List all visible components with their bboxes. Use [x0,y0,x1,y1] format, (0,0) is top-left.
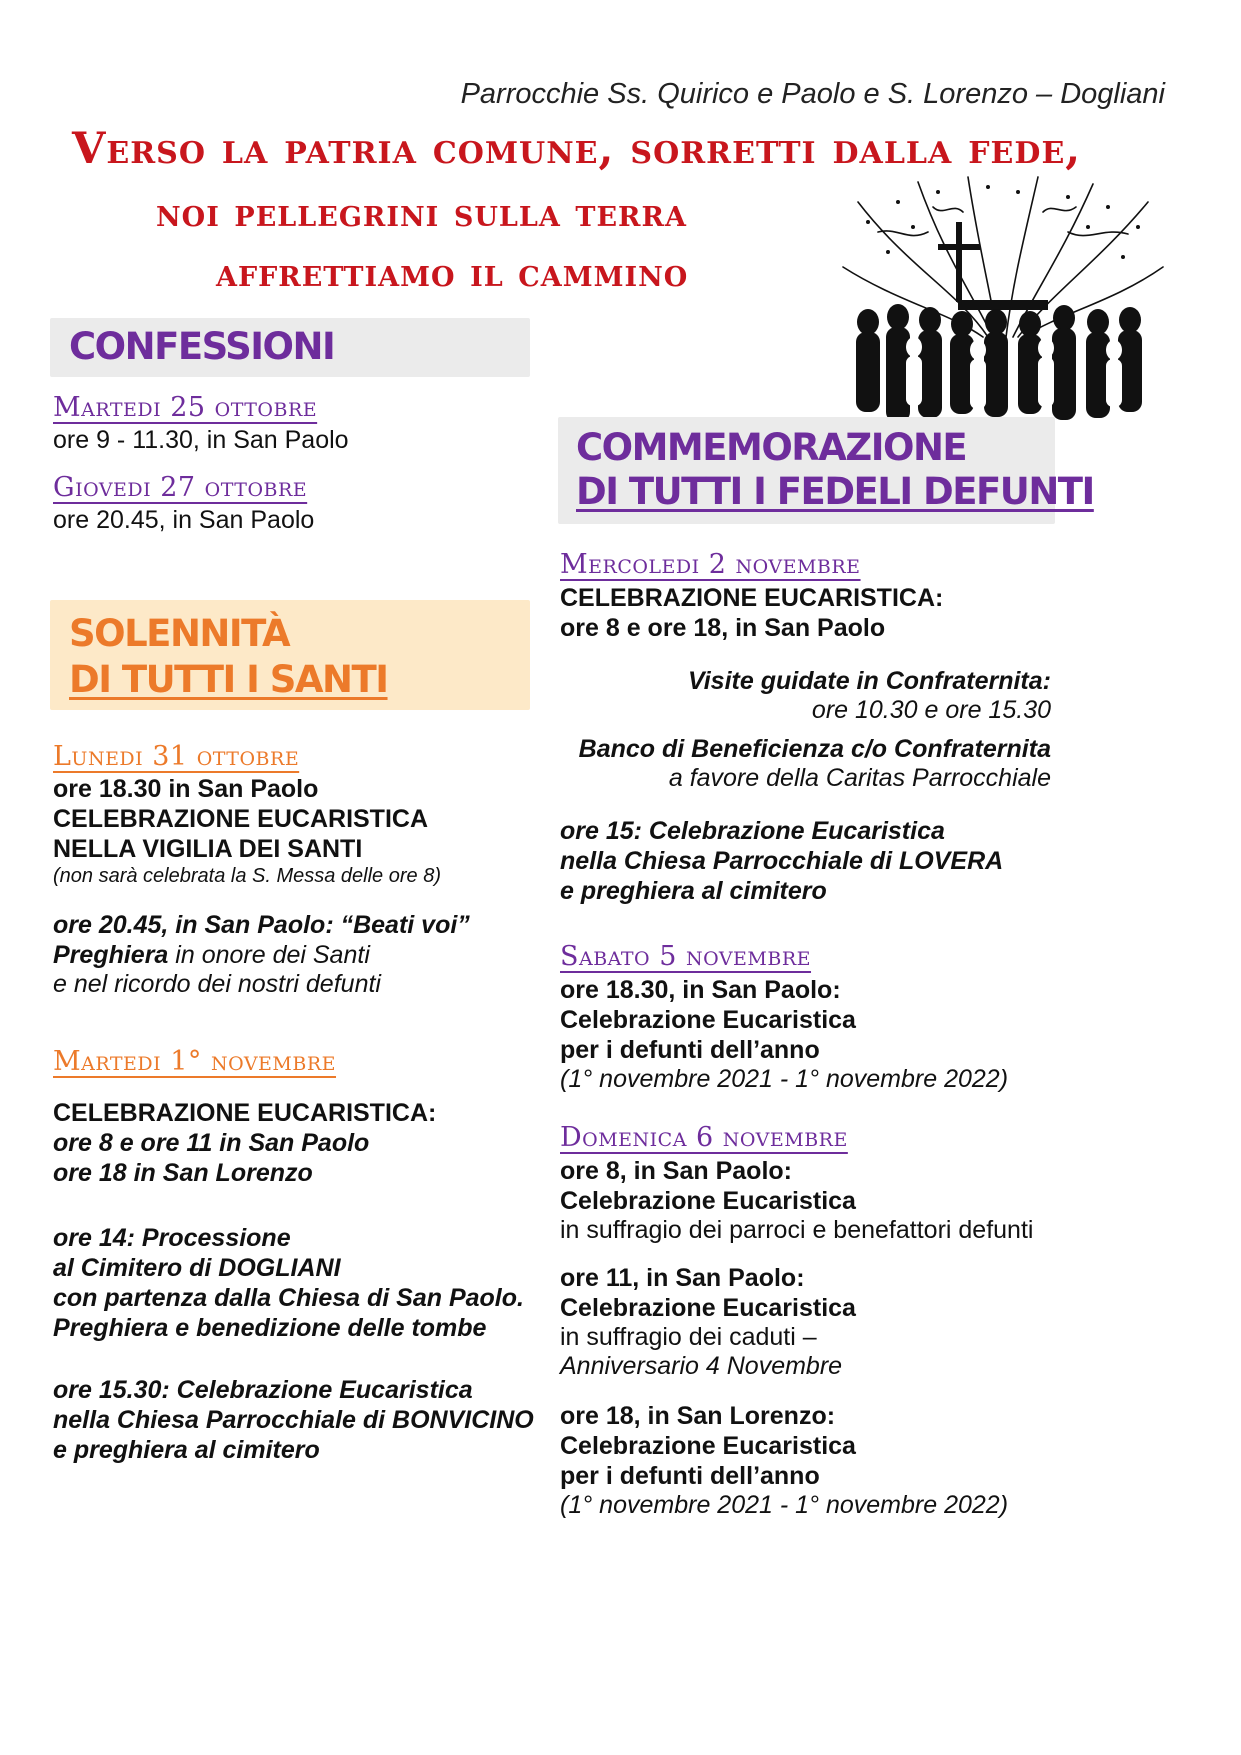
event-line: in suffragio dei parroci e benefattori defunti [560,1216,1034,1244]
event-line: ore 18.30 in San Paolo [53,775,319,803]
event-line: a favore della Caritas Parrocchiale [668,764,1051,792]
event-line: nella Chiesa Parrocchiale di LOVERA [560,847,1004,875]
event-line: ore 11, in San Paolo: [560,1264,805,1292]
event-line: ore 15.30: Celebrazione Eucaristica [53,1376,473,1404]
tree-cross-crowd-icon [838,172,1168,457]
event-line: per i defunti dell’anno [560,1036,820,1064]
event-line: al Cimitero di DOGLIANI [53,1254,341,1282]
event-text: ore 9 - 11.30, in San Paolo [53,426,349,454]
confessioni-title: CONFESSIONI [69,325,335,368]
event-line: ore 8 e ore 18, in San Paolo [560,614,886,642]
headline-line-3: affrettiamo il cammino [216,250,689,296]
event-line: e nel ricordo dei nostri defunti [53,970,381,998]
defunti-title-line-1: COMMEMORAZIONE [576,426,967,469]
event-line: per i defunti dell’anno [560,1462,820,1490]
event-line: e preghiera al cimitero [560,877,827,905]
parish-subtitle: Parrocchie Ss. Quirico e Paolo e S. Lorenzo – Dogliani [460,78,1165,110]
event-line: in suffragio dei caduti – [560,1323,817,1351]
headline-line-2: noi pellegrini sulla terra [156,190,687,236]
event-line: ore 18, in San Lorenzo: [560,1402,836,1430]
date-martedi-1: Martedi 1° novembre [53,1046,337,1077]
date-giovedi-27: Giovedi 27 ottobre [53,472,308,503]
event-line: CELEBRAZIONE EUCARISTICA [53,805,429,833]
event-line: ore 15: Celebrazione Eucaristica [560,817,945,845]
date-mercoledi-2: Mercoledi 2 novembre [560,549,861,580]
event-line: Celebrazione Eucaristica [560,1006,856,1034]
event-line: Celebrazione Eucaristica [560,1187,856,1215]
event-line: ore 18.30, in San Paolo: [560,976,841,1004]
event-line: ore 14: Processione [53,1224,291,1252]
date-domenica-6: Domenica 6 novembre [560,1122,848,1153]
date-sabato-5: Sabato 5 novembre [560,941,812,972]
event-line: ore 18 in San Lorenzo [53,1159,313,1187]
event-line: CELEBRAZIONE EUCARISTICA: [560,584,944,612]
date-lunedi-31: Lunedi 31 ottobre [53,741,300,772]
event-line: Banco di Beneficienza c/o Confraternita [578,735,1051,763]
event-line: ore 8, in San Paolo: [560,1157,792,1185]
event-line: Celebrazione Eucaristica [560,1432,856,1460]
santi-title-line-1: SOLENNITÀ [69,612,290,655]
event-line: CELEBRAZIONE EUCARISTICA: [53,1099,437,1127]
event-line: ore 8 e ore 11 in San Paolo [53,1129,370,1157]
santi-title-line-2: DI TUTTI I SANTI [69,658,388,701]
event-line: con partenza dalla Chiesa di San Paolo. [53,1284,524,1312]
headline-line-1: Verso la patria comune, sorretti dalla fede, [72,124,1082,174]
date-martedi-25: Martedi 25 ottobre [53,392,318,423]
event-line: (1° novembre 2021 - 1° novembre 2022) [560,1491,1009,1519]
event-note: (non sarà celebrata la S. Messa delle ore 8) [53,865,441,887]
event-line: Preghiera e benedizione delle tombe [53,1314,487,1342]
event-line: NELLA VIGILIA DEI SANTI [53,835,363,863]
event-line: ore 10.30 e ore 15.30 [811,696,1051,724]
event-text: ore 20.45, in San Paolo [53,506,315,534]
defunti-title-line-2: DI TUTTI I FEDELI DEFUNTI [576,470,1094,513]
event-line: e preghiera al cimitero [53,1436,320,1464]
event-line: (1° novembre 2021 - 1° novembre 2022) [560,1065,1009,1093]
preghiera-word: Preghiera [53,941,169,969]
event-line: Celebrazione Eucaristica [560,1294,856,1322]
event-line: nella Chiesa Parrocchiale di BONVICINO [53,1406,534,1434]
preghiera-rest: in onore dei Santi [168,941,370,969]
event-line: Visite guidate in Confraternita: [687,667,1051,695]
event-line: Anniversario 4 Novembre [560,1352,843,1380]
event-line: ore 20.45, in San Paolo: “Beati voi” [53,911,470,939]
